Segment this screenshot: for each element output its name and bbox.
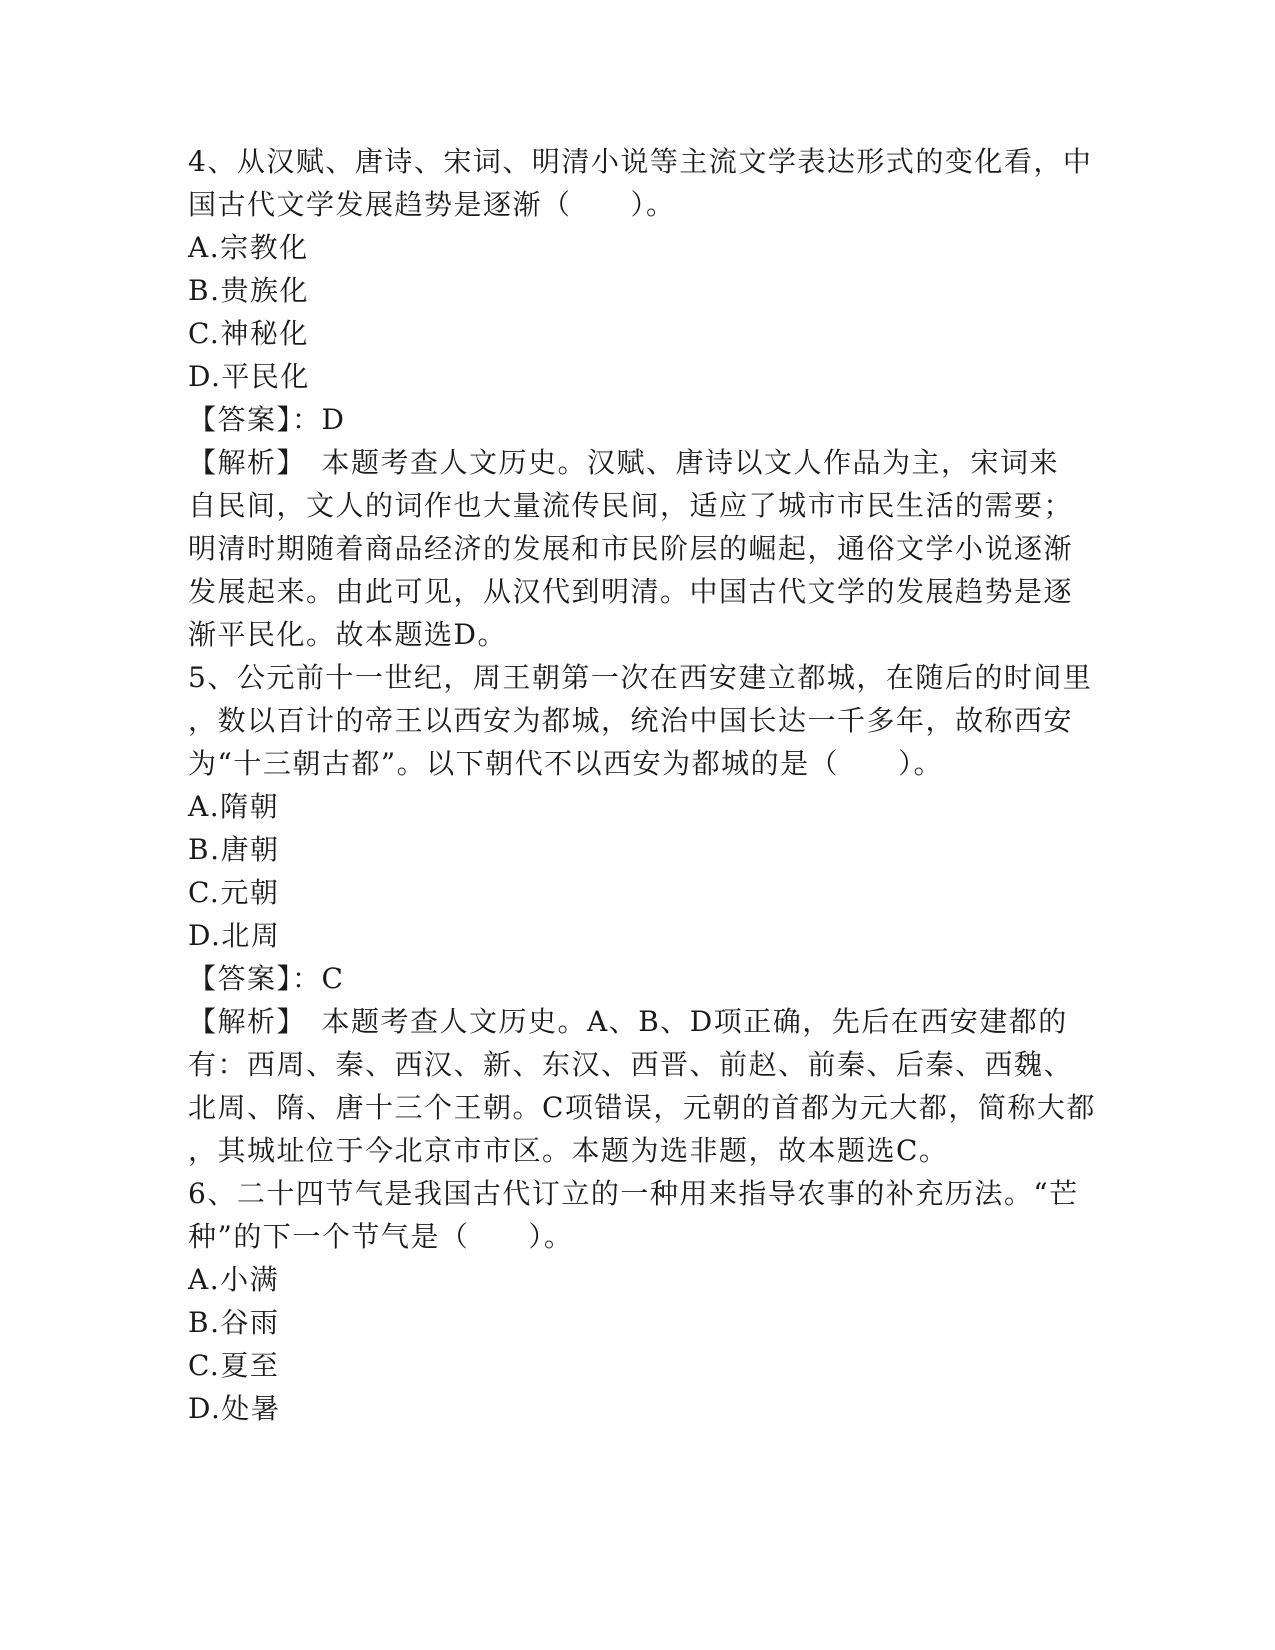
question-stem-line: 6、二十四节气是我国古代订立的一种用来指导农事的补充历法。“芒 <box>188 1177 1079 1210</box>
question-6 <box>188 1172 1088 1430</box>
answer-line: 【答案】：C <box>188 962 345 995</box>
option-d: D.平民化 <box>188 360 310 393</box>
question-stem-line: 国古代文学发展趋势是逐渐（ ）。 <box>188 188 676 221</box>
question-stem-line: ，数以百计的帝王以西安为都城，统治中国长达一千多年，故称西安 <box>188 704 1074 737</box>
question-stem-line: 为“十三朝古都”。以下朝代不以西安为都城的是（ ）。 <box>188 747 944 780</box>
option-d: D.处暑 <box>188 1392 281 1425</box>
option-a: A.隋朝 <box>188 790 280 823</box>
option-c: C.元朝 <box>188 876 280 909</box>
question-5 <box>188 656 1096 1172</box>
analysis-line: 自民间，文人的词作也大量流传民间，适应了城市市民生活的需要； <box>188 489 1074 522</box>
answer-line: 【答案】：D <box>188 403 346 436</box>
option-a: A.小满 <box>188 1263 280 1296</box>
option-b: B.谷雨 <box>188 1306 280 1339</box>
option-d: D.北周 <box>188 919 281 952</box>
question-stem-line: 5、公元前十一世纪，周王朝第一次在西安建立都城，在随后的时间里 <box>188 661 1093 694</box>
question-stem-line: 种”的下一个节气是（ ）。 <box>188 1220 574 1253</box>
option-c: C.夏至 <box>188 1349 280 1382</box>
question-stem-line: 4、从汉赋、唐诗、宋词、明清小说等主流文学表达形式的变化看，中 <box>188 145 1093 178</box>
option-b: B.唐朝 <box>188 833 280 866</box>
analysis-line: 明清时期随着商品经济的发展和市民阶层的崛起，通俗文学小说逐渐 <box>188 532 1074 565</box>
analysis-line: 发展起来。由此可见，从汉代到明清。中国古代文学的发展趋势是逐 <box>188 575 1074 608</box>
analysis-line: 【解析】 本题考查人文历史。汉赋、唐诗以文人作品为主，宋词来 <box>188 446 1060 479</box>
analysis-line: ，其城址位于今北京市市区。本题为选非题，故本题选C。 <box>188 1134 949 1167</box>
option-c: C.神秘化 <box>188 317 309 350</box>
analysis-line: 【解析】 本题考查人文历史。A、B、D项正确，先后在西安建都的 <box>188 1005 1068 1038</box>
question-4 <box>188 140 1093 656</box>
option-a: A.宗教化 <box>188 231 309 264</box>
analysis-line: 北周、隋、唐十三个王朝。C项错误，元朝的首都为元大都，简称大都 <box>188 1091 1096 1124</box>
analysis-line: 渐平民化。故本题选D。 <box>188 618 507 651</box>
analysis-line: 有：西周、秦、西汉、新、东汉、西晋、前赵、前秦、后秦、西魏、 <box>188 1048 1074 1081</box>
option-b: B.贵族化 <box>188 274 309 307</box>
